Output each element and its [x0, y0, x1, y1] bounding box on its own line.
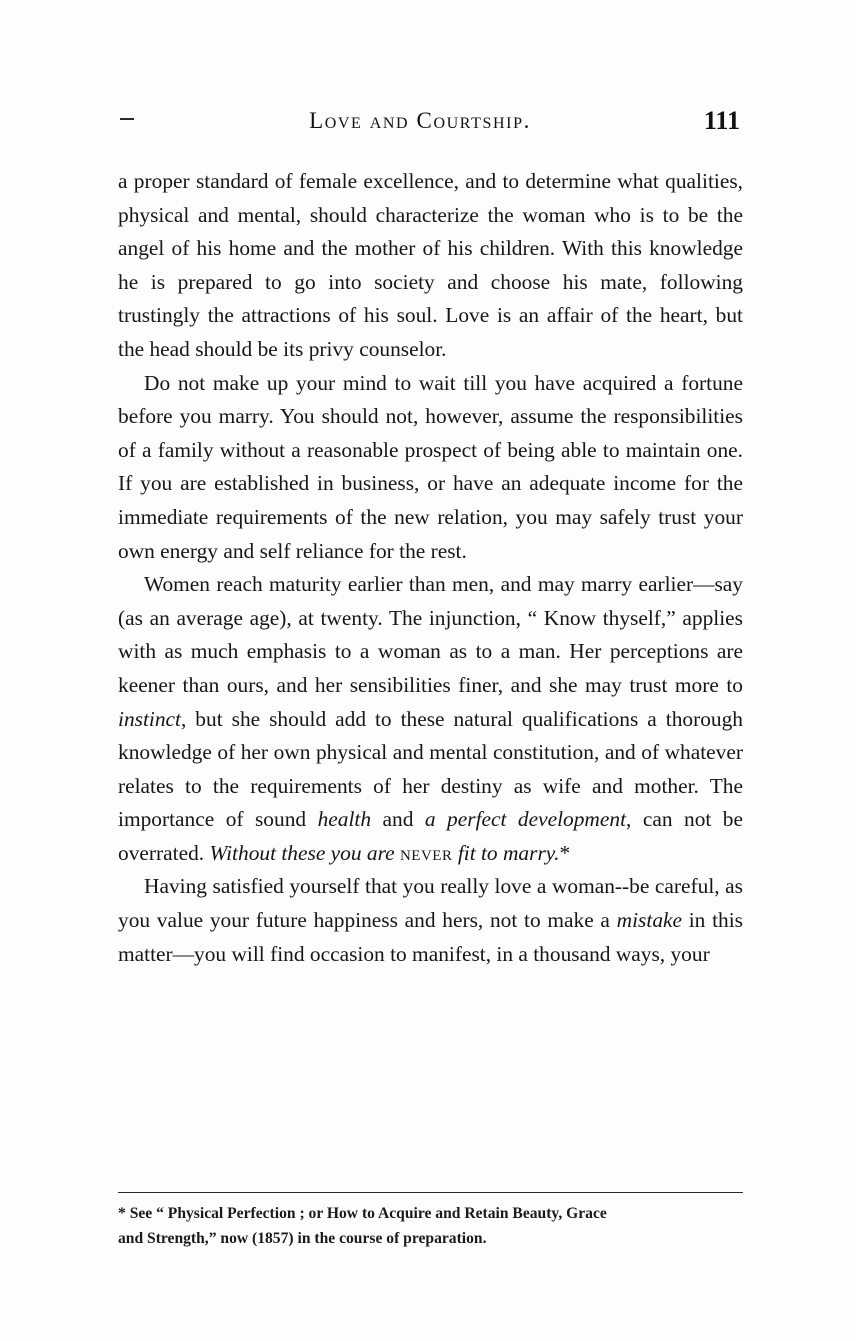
p3-part4: , can not be overrated.: [118, 807, 743, 865]
footnote-marker-asterisk: *: [559, 840, 571, 865]
p3-italic-instinct: instinct: [118, 706, 181, 731]
footnote-divider: [118, 1192, 743, 1193]
footnote: [118, 1201, 748, 1251]
paragraph-2: Do not make up your mind to wait till you have acquired a fortune before you marry. You should not, however, assume the responsibilities of a family without a reasonable prospect of being able to maintain one. If you are established in business, or have an adequate income for the immediate requirements of the new relation, you may safely trust your own energy and self reliance for the rest.: [118, 370, 743, 563]
p4-part2: in this matter—you will find occasion to manifest, in a thousand ways, your: [118, 908, 743, 966]
paragraph-1: a proper standard of female excellence, and to determine what qualities, physical and mental, should characterize the woman who is to be the angel of his home and the mother of his children. With this knowledge he is prepared to go into society and choose his mate, following trustingly the attractions of his soul. Love is an affair of the heart, but the head should be its privy counselor.: [118, 169, 743, 361]
p3-italic-perfect-development: a perfect development: [424, 807, 627, 832]
running-head: Love and Courtship.: [309, 108, 531, 133]
p3-smallcaps-never: never: [399, 840, 453, 865]
page-number: 111: [703, 106, 740, 135]
paragraph-3: [118, 568, 743, 870]
header-dash-mark: [120, 118, 134, 120]
body-text: [118, 165, 743, 971]
p4-italic-mistake: mistake: [616, 908, 682, 933]
p4-part1: Having satisfied yourself that you really love a woman--be careful, as you value your future happiness and hers, not to make a: [118, 874, 743, 933]
p3-part2: , but she should add to these natural qualifications a thorough knowledge of her own physical and mental constitution, and of whatever relates to the requirements of her destiny as wife and mother. The importance of sound: [118, 706, 743, 832]
p3-part3: and: [371, 807, 425, 832]
footnote-line-1: * See “ Physical Perfection ; or How to Acquire and Retain Beauty, Grace: [118, 1205, 607, 1222]
page-header: [120, 108, 740, 142]
footnote-line-2: and Strength,” now (1857) in the course of preparation.: [118, 1230, 487, 1247]
p3-part1: Women reach maturity earlier than men, and may marry earlier—say (as an average age), at twenty. The injunction, “ Know thyself,” applies with as much emphasis to a woman as to a man. Her perceptions are keener than ours, and her sensibilities finer, and she may trust more to: [118, 572, 743, 697]
p3-italic-health: health: [317, 807, 372, 832]
p3-italic-without-these: Without these you are: [209, 840, 400, 865]
p3-italic-fit-to-marry: fit to marry.: [452, 840, 560, 865]
paragraph-4: [118, 870, 743, 971]
